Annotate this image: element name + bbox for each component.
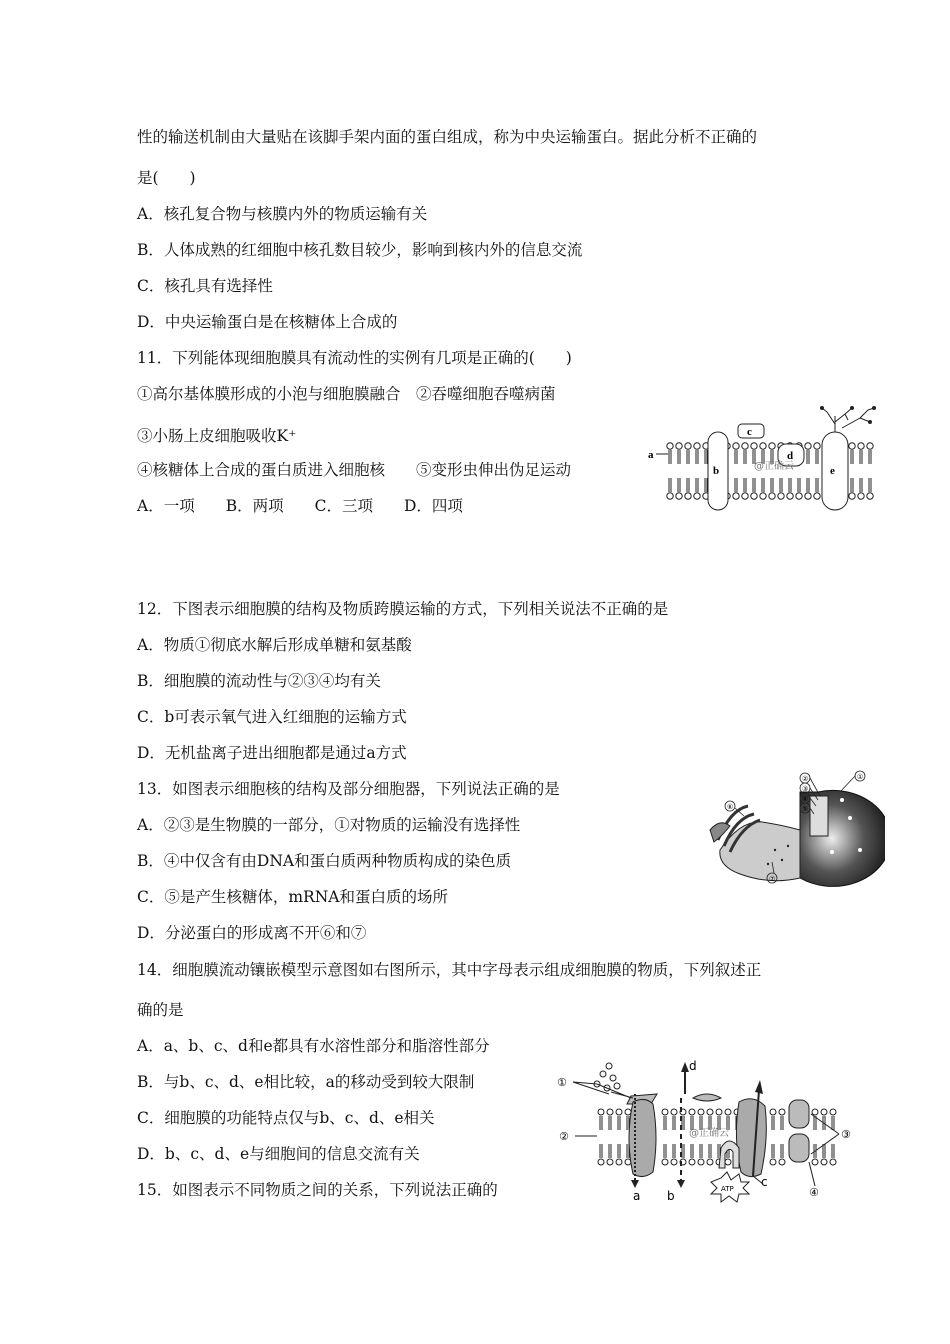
option-a: A．②③是生物膜的一部分，①对物质的运输没有选择性 bbox=[137, 816, 521, 834]
question-12: 12．下图表示细胞膜的结构及物质跨膜运输的方式，下列相关说法不正确的是 bbox=[137, 600, 669, 618]
options-11: A．一项 B．两项 C．三项 D．四项 bbox=[137, 497, 463, 515]
watermark: @正确云 bbox=[754, 461, 794, 472]
nucleus-figure bbox=[700, 770, 885, 890]
label-1: ① bbox=[857, 773, 864, 781]
label-d: d bbox=[787, 450, 794, 462]
label-e: e bbox=[830, 465, 835, 477]
option-d: D．b、c、d、e与细胞间的信息交流有关 bbox=[137, 1145, 420, 1163]
label-3: ③ bbox=[802, 785, 809, 793]
option-b: B．人体成熟的红细胞中核孔数目较少，影响到核内外的信息交流 bbox=[137, 241, 583, 259]
question-14: 14．细胞膜流动镶嵌模型示意图如右图所示，其中字母表示组成细胞膜的物质，下列叙述正 bbox=[137, 961, 762, 979]
label-c: c bbox=[747, 426, 752, 438]
watermark: @正确云 bbox=[689, 1128, 729, 1139]
text-line: ④核糖体上合成的蛋白质进入细胞核 ⑤变形虫伸出伪足运动 bbox=[137, 461, 572, 479]
label-d: d bbox=[689, 1059, 697, 1073]
option-d: D．无机盐离子进出细胞都是通过a方式 bbox=[137, 744, 407, 762]
option-c: C．核孔具有选择性 bbox=[137, 277, 273, 295]
label-3: ③ bbox=[841, 1128, 851, 1141]
label-b: b bbox=[667, 1189, 675, 1203]
text-line: 性的输送机制由大量贴在该脚手架内面的蛋白组成，称为中央运输蛋白。据此分析不正确的 bbox=[137, 128, 758, 146]
text-line: 确的是 bbox=[137, 1001, 184, 1019]
option-a: A．核孔复合物与核膜内外的物质运输有关 bbox=[137, 205, 428, 223]
option-a: A．物质①彻底水解后形成单糖和氨基酸 bbox=[137, 636, 412, 654]
label-1: ① bbox=[557, 1076, 567, 1089]
option-c: C．⑤是产生核糖体，mRNA和蛋白质的场所 bbox=[137, 888, 448, 906]
option-b: B．与b、c、d、e相比较，a的移动受到较大限制 bbox=[137, 1073, 475, 1091]
label-4: ④ bbox=[802, 795, 809, 803]
option-c: C．b可表示氧气进入红细胞的运输方式 bbox=[137, 708, 407, 726]
label-c: c bbox=[761, 1175, 768, 1189]
membrane-figure-2 bbox=[553, 1058, 863, 1203]
option-a: A．a、b、c、d和e都具有水溶性部分和脂溶性部分 bbox=[137, 1037, 490, 1055]
label-2: ② bbox=[559, 1130, 569, 1143]
label-a: a bbox=[648, 449, 654, 461]
option-c: C．细胞膜的功能特点仅与b、c、d、e相关 bbox=[137, 1109, 435, 1127]
label-b: b bbox=[713, 465, 720, 477]
atp-label: ATP bbox=[721, 1185, 734, 1193]
question-11: 11．下列能体现细胞膜具有流动性的实例有几项是正确的( ) bbox=[137, 349, 572, 367]
option-d: D．中央运输蛋白是在核糖体上合成的 bbox=[137, 313, 398, 331]
option-b: B．细胞膜的流动性与②③④均有关 bbox=[137, 672, 381, 690]
label-6: ⑥ bbox=[727, 803, 734, 811]
membrane-figure-1 bbox=[642, 404, 887, 514]
text-line: 是( ) bbox=[137, 169, 196, 187]
label-5: ⑤ bbox=[802, 805, 809, 813]
option-b: B．④中仅含有由DNA和蛋白质两种物质构成的染色质 bbox=[137, 852, 512, 870]
question-13: 13．如图表示细胞核的结构及部分细胞器，下列说法正确的是 bbox=[137, 780, 560, 798]
question-15: 15．如图表示不同物质之间的关系，下列说法正确的 bbox=[137, 1181, 498, 1199]
label-7: ⑦ bbox=[769, 875, 776, 883]
text-line: ③小肠上皮细胞吸收K⁺ bbox=[137, 427, 297, 445]
label-4: ④ bbox=[809, 1186, 819, 1199]
label-2: ② bbox=[802, 775, 809, 783]
option-d: D．分泌蛋白的形成离不开⑥和⑦ bbox=[137, 924, 367, 942]
text-line: ①高尔基体膜形成的小泡与细胞膜融合 ②吞噬细胞吞噬病菌 bbox=[137, 385, 556, 403]
label-a: a bbox=[633, 1189, 641, 1203]
